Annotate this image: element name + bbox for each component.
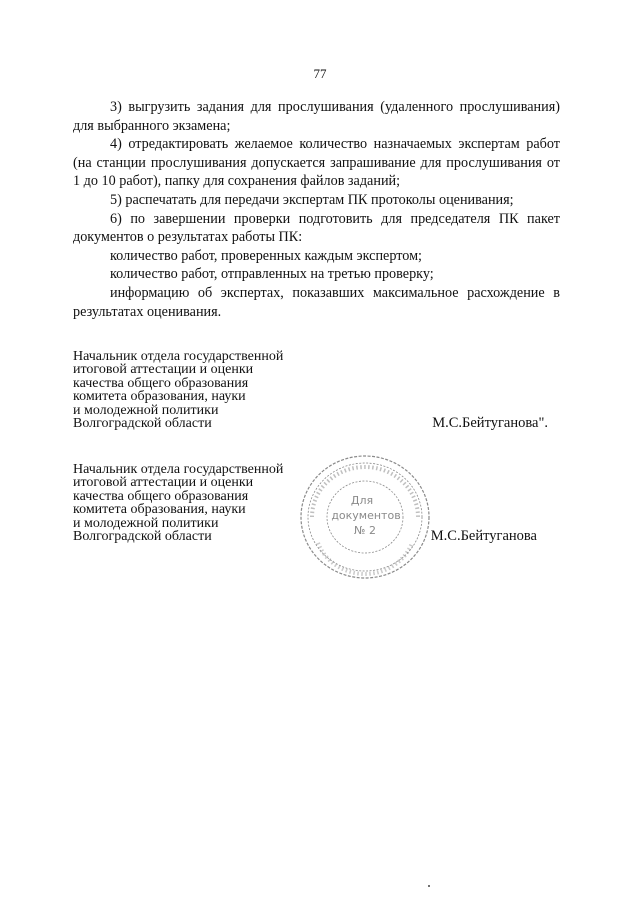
signatory-name: М.С.Бейтуганова". [432, 415, 548, 432]
stamp-text-line: Для [350, 494, 374, 507]
page-number: 77 [313, 66, 327, 81]
paragraph-item-5: 5) распечатать для передачи экспертам ПК протоколы оценивания; [110, 191, 514, 208]
paragraph-list-entry-2: количество работ, отправленных на третью проверку; [110, 266, 434, 283]
stamp-text-line: документов [331, 509, 401, 522]
paragraph-list-entry-1: количество работ, проверенных каждым экспертом; [110, 247, 422, 264]
signatory-position: Начальник отдела государственной итоговой аттестации и оценки качества общего образования комитета образования, науки и молодежной политики Волгоградской области [73, 349, 284, 432]
paragraph-item-6: 6) по завершении проверки подготовить для председателя ПК пакет документов о результатах работы ПК: [73, 210, 560, 246]
signatory-name: М.С.Бейтуганова [430, 528, 537, 545]
paragraph-item-3: 3) выгрузить задания для прослушивания (удаленного прослушивания) для выбранного экзамена; [73, 99, 560, 134]
signature-block-original [73, 350, 560, 430]
document-body [73, 98, 560, 321]
signatory-position: Начальник отдела государственной итоговой аттестации и оценки качества общего образования комитета образования, науки и молодежной политики Волгоградской области [73, 462, 284, 545]
paragraph-item-4: 4) отредактировать желаемое количество назначаемых экспертам работ (на станции прослушивания допускается запрашивание для прослушивания от 1 до 10 работ), папку для сохранения файлов заданий; [73, 136, 560, 190]
stamp-text-line: № 2 [354, 524, 376, 537]
scan-speck [428, 885, 430, 887]
official-stamp-icon [296, 451, 434, 583]
paragraph-list-entry-3: информацию об экспертах, показавших максимальное расхождение в результатах оценивания. [73, 284, 560, 320]
